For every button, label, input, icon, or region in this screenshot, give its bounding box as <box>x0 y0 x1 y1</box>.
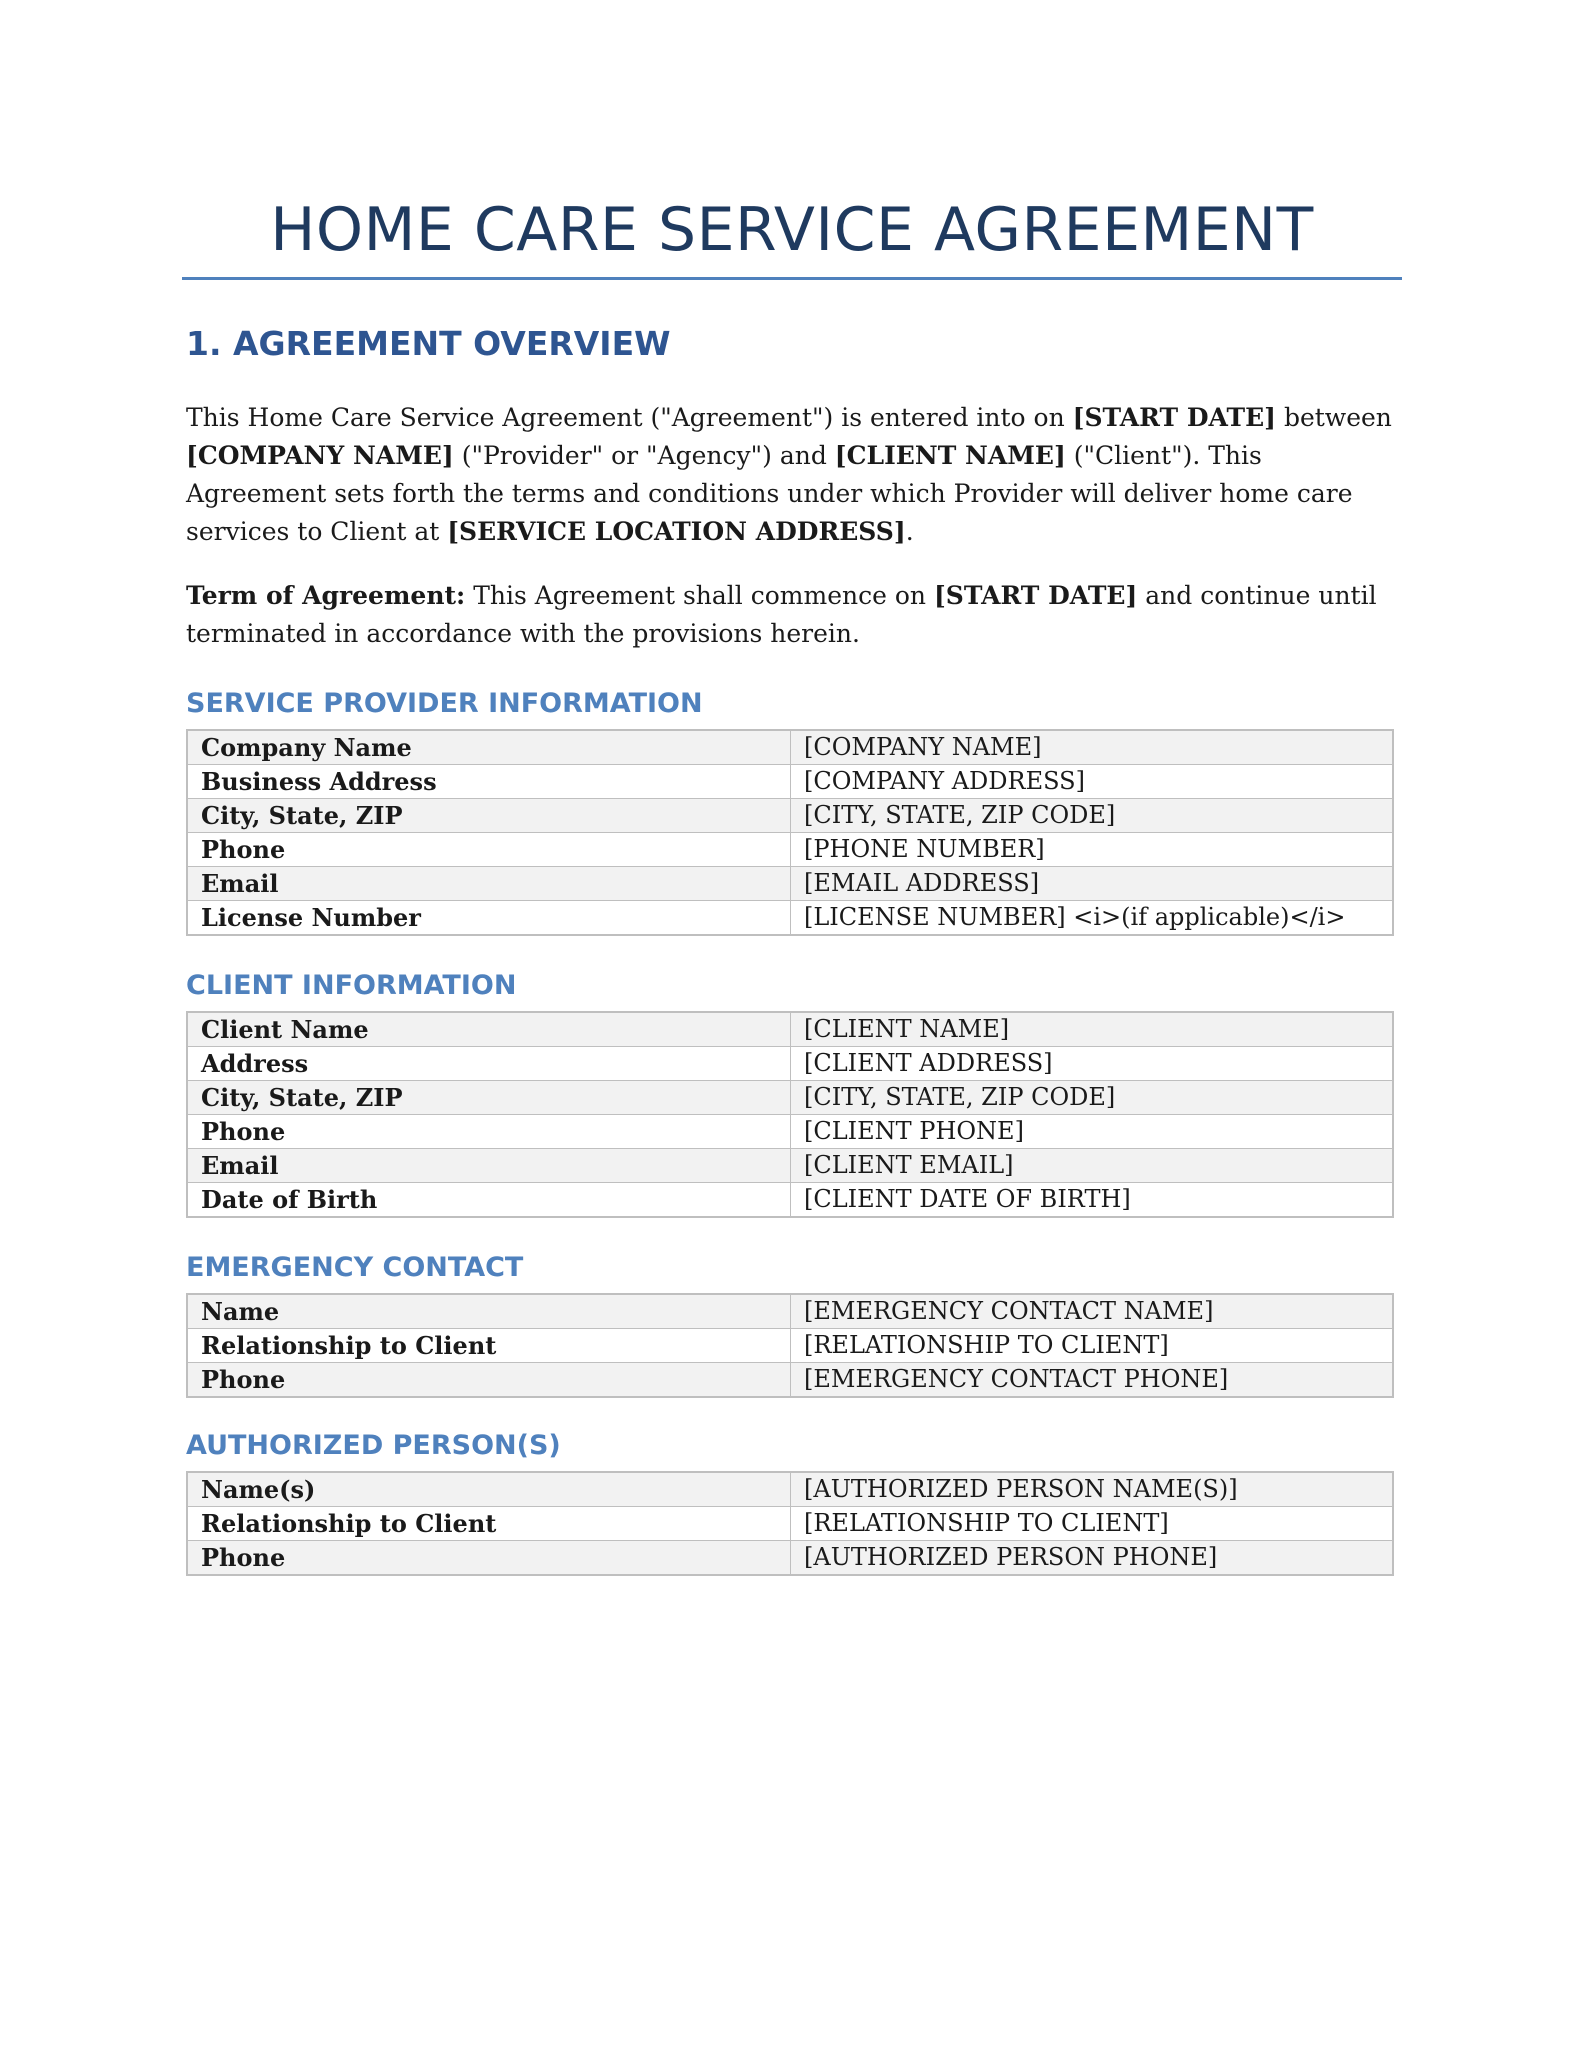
row-value: [CLIENT PHONE] <box>791 1115 1394 1149</box>
table-row <box>187 765 1393 799</box>
term-text: and continue until terminated in accordance with the provisions herein. <box>186 581 1377 648</box>
row-label: Business Address <box>187 765 791 799</box>
intro-text: ("Client"). This Agreement sets forth the terms and conditions under which Provider will deliver home care services to Client at <box>186 441 1353 546</box>
table-row <box>187 1149 1393 1183</box>
row-label: Relationship to Client <box>187 1507 791 1541</box>
row-label: Date of Birth <box>187 1183 791 1218</box>
table-row <box>187 867 1393 901</box>
intro-paragraph <box>186 399 1400 551</box>
row-value: [RELATIONSHIP TO CLIENT] <box>791 1507 1394 1541</box>
row-label: Relationship to Client <box>187 1329 791 1363</box>
table-row <box>187 1183 1393 1218</box>
row-value: [CLIENT DATE OF BIRTH] <box>791 1183 1394 1218</box>
service-location-placeholder: [SERVICE LOCATION ADDRESS] <box>447 517 906 546</box>
row-label: Email <box>187 1149 791 1183</box>
heading-authorized-persons: AUTHORIZED PERSON(S) <box>186 1430 561 1461</box>
row-value: [CITY, STATE, ZIP CODE] <box>791 799 1394 833</box>
heading-emergency-contact: EMERGENCY CONTACT <box>186 1252 524 1283</box>
authorized-persons-table <box>186 1471 1394 1576</box>
row-value: [RELATIONSHIP TO CLIENT] <box>791 1329 1394 1363</box>
row-value: [CLIENT NAME] <box>791 1012 1394 1047</box>
row-value: [CLIENT EMAIL] <box>791 1149 1394 1183</box>
table-row <box>187 1507 1393 1541</box>
document-title: HOME CARE SERVICE AGREEMENT <box>270 195 1314 265</box>
table-row <box>187 833 1393 867</box>
start-date-placeholder: [START DATE] <box>1072 403 1277 432</box>
row-value: [EMERGENCY CONTACT NAME] <box>791 1294 1394 1329</box>
term-start-date-placeholder: [START DATE] <box>933 581 1138 610</box>
row-label: City, State, ZIP <box>187 799 791 833</box>
row-label: Name(s) <box>187 1472 791 1507</box>
table-row <box>187 1541 1393 1576</box>
section-heading-agreement-overview: 1. AGREEMENT OVERVIEW <box>186 324 671 363</box>
row-value: [CITY, STATE, ZIP CODE] <box>791 1081 1394 1115</box>
table-row <box>187 799 1393 833</box>
intro-text: between <box>1276 403 1392 432</box>
table-row <box>187 1081 1393 1115</box>
row-value: [COMPANY ADDRESS] <box>791 765 1394 799</box>
heading-service-provider-information: SERVICE PROVIDER INFORMATION <box>186 688 703 719</box>
intro-text: This Home Care Service Agreement ("Agreement") is entered into on <box>186 403 1073 432</box>
table-row <box>187 1472 1393 1507</box>
term-text: This Agreement shall commence on <box>465 581 934 610</box>
row-value: [COMPANY NAME] <box>791 730 1394 765</box>
row-label: Phone <box>187 1541 791 1576</box>
row-label: License Number <box>187 901 791 936</box>
table-row <box>187 730 1393 765</box>
row-value: [EMERGENCY CONTACT PHONE] <box>791 1363 1394 1398</box>
client-information-table <box>186 1011 1394 1218</box>
intro-text: ("Provider" or "Agency") and <box>453 441 835 470</box>
table-row <box>187 1294 1393 1329</box>
term-paragraph <box>186 577 1400 653</box>
row-label: Phone <box>187 1115 791 1149</box>
row-value: [PHONE NUMBER] <box>791 833 1394 867</box>
row-label: Company Name <box>187 730 791 765</box>
service-provider-table <box>186 729 1394 936</box>
title-divider <box>182 277 1402 280</box>
row-value: [CLIENT ADDRESS] <box>791 1047 1394 1081</box>
heading-client-information: CLIENT INFORMATION <box>186 970 517 1001</box>
row-label: Client Name <box>187 1012 791 1047</box>
table-row <box>187 1012 1393 1047</box>
table-row <box>187 1329 1393 1363</box>
table-row <box>187 1115 1393 1149</box>
row-label: Phone <box>187 1363 791 1398</box>
row-label: Name <box>187 1294 791 1329</box>
row-value: [EMAIL ADDRESS] <box>791 867 1394 901</box>
row-value: [AUTHORIZED PERSON NAME(S)] <box>791 1472 1394 1507</box>
row-label: Email <box>187 867 791 901</box>
row-label: Phone <box>187 833 791 867</box>
company-name-placeholder: [COMPANY NAME] <box>186 441 454 470</box>
table-row <box>187 1363 1393 1398</box>
term-label: Term of Agreement: <box>186 581 466 610</box>
emergency-contact-table <box>186 1293 1394 1398</box>
client-name-placeholder: [CLIENT NAME] <box>834 441 1066 470</box>
table-row <box>187 1047 1393 1081</box>
row-value: [LICENSE NUMBER] <i>(if applicable)</i> <box>791 901 1394 936</box>
row-label: Address <box>187 1047 791 1081</box>
table-row <box>187 901 1393 936</box>
row-value: [AUTHORIZED PERSON PHONE] <box>791 1541 1394 1576</box>
intro-text: . <box>905 517 914 546</box>
row-label: City, State, ZIP <box>187 1081 791 1115</box>
